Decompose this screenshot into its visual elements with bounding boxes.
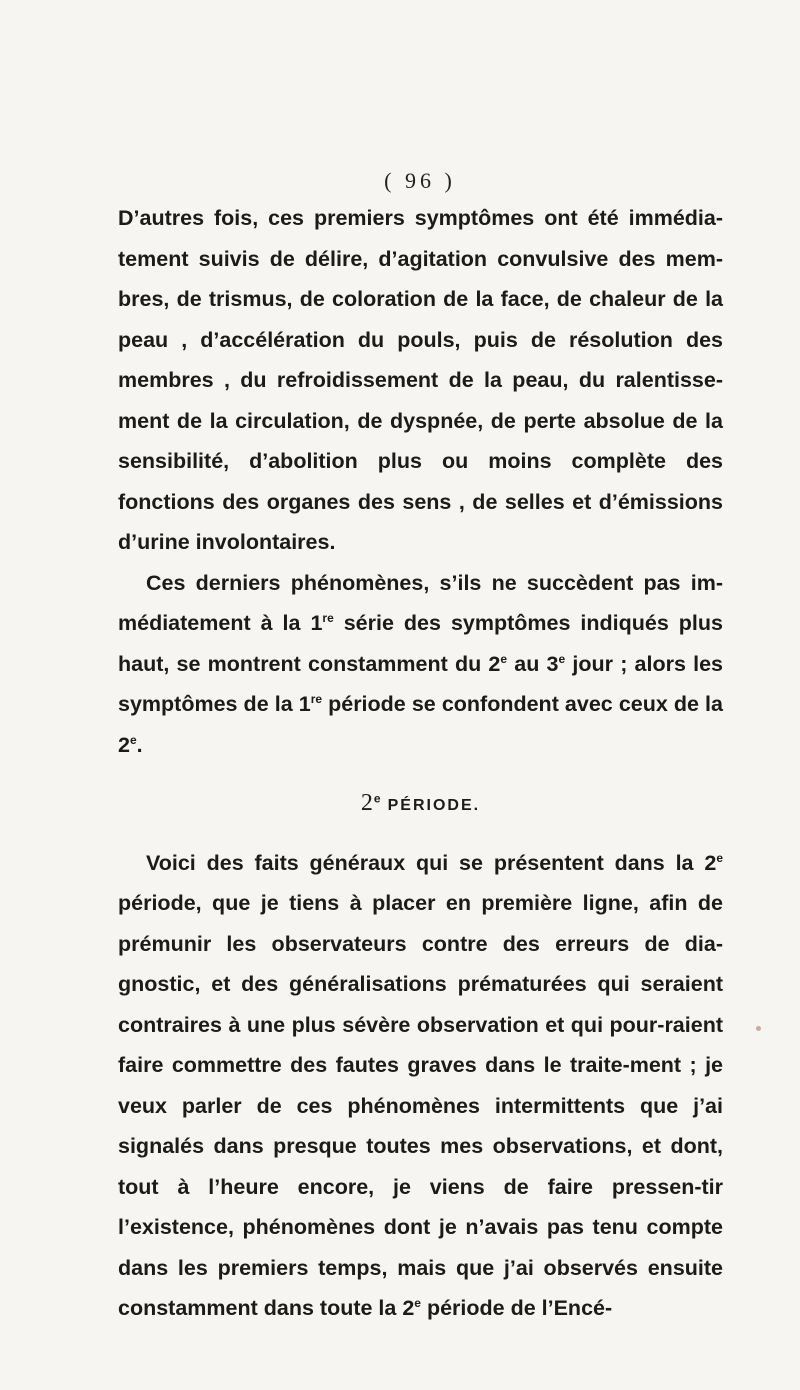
heading-sup: e xyxy=(373,791,382,806)
paragraph-1: D’autres fois, ces premiers symptômes ont été immédia-tement suivis de délire, d’agitation convulsive des mem-bres, de trismus, de coloration de la face, de chaleur de la peau , d’accélération du pouls, puis de résolution des membres , du refroidissement de la peau, du ralentisse-ment de la circulation, de dyspnée, de perte absolue de la sensibilité, d’abolition plus ou moins complète des fonctions des organes des sens , de selles et d’émissions d’urine involontaires. xyxy=(118,206,723,554)
section-heading xyxy=(118,783,723,827)
body-text xyxy=(118,198,723,1329)
paragraph-3: Voici des faits généraux qui se présentent dans la 2e période, que je tiens à placer en première ligne, afin de prémunir les observateurs contre des erreurs de dia-gnostic, et des généralisations prématurées qui seraient contraires à une plus sévère observation et qui pour-raient faire commettre des fautes graves dans le traite-ment ; je veux parler de ces phénomènes intermittents que j’ai signalés dans presque toutes mes observations, et dont, tout à l’heure encore, je viens de faire pressen-tir l’existence, phénomènes dont je n’avais pas tenu compte dans les premiers temps, mais que j’ai observés ensuite constamment dans toute la 2e période de l’Encé- xyxy=(118,850,723,1320)
paper-speck xyxy=(756,1026,761,1031)
paragraph-2: Ces derniers phénomènes, s’ils ne succèdent pas im-médiatement à la 1re série des symptômes indiqués plus haut, se montrent constamment du 2e au 3e jour ; alors les symptômes de la 1re période se confondent avec ceux de la 2e. xyxy=(118,570,724,757)
heading-number: 2 xyxy=(360,790,374,816)
heading-label: PÉRIODE. xyxy=(387,797,481,814)
page-number: ( 96 ) xyxy=(384,168,456,193)
